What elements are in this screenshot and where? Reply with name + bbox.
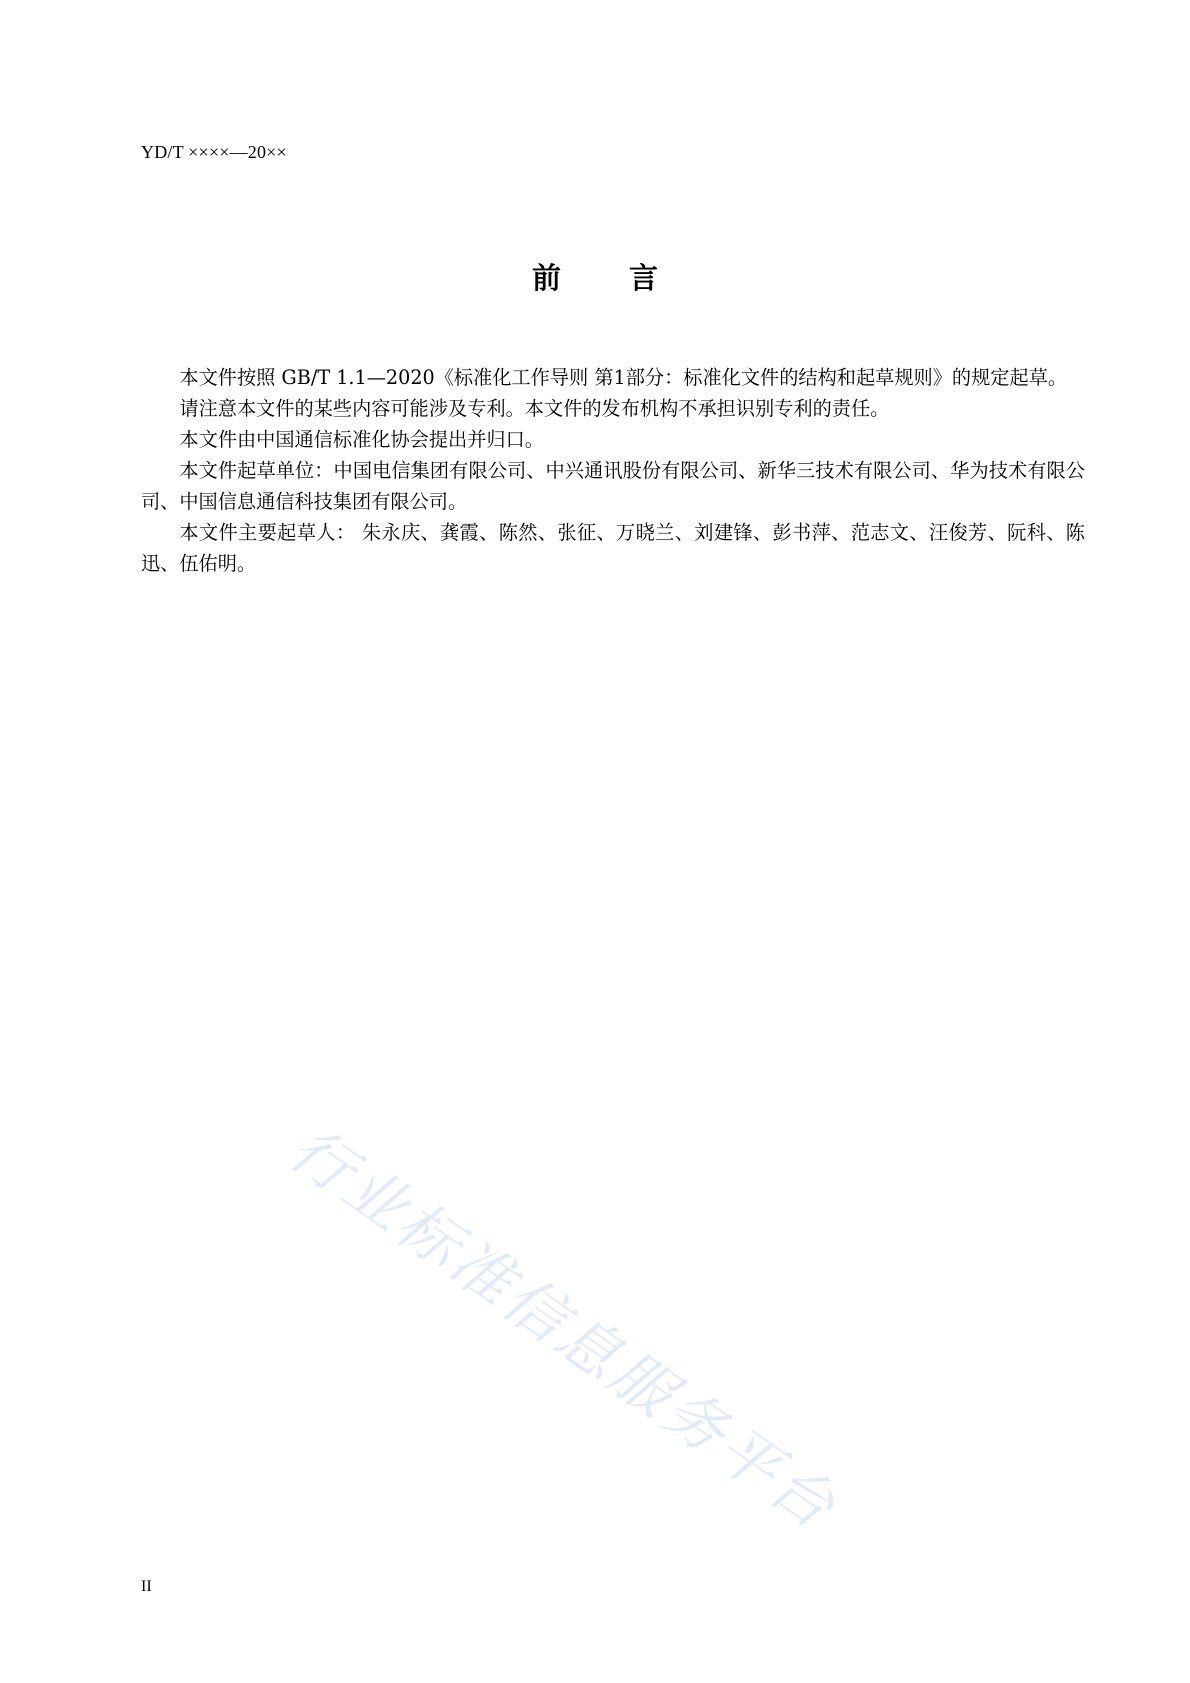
paragraph-drafting-organizations: 本文件起草单位：中国电信集团有限公司、中兴通讯股份有限公司、新华三技术有限公司、华为技术有限公司、中国信息通信科技集团有限公司。 [141,459,1085,513]
page-title-char-2: 言 [629,261,659,295]
document-code: YD/T ××××—20×× [141,142,287,162]
page-title [0,256,1190,297]
watermark: 行业标准信息服务平台 [276,1113,850,1545]
foreword-body [141,362,1085,579]
page-number: II [141,1578,152,1595]
page-title-char-1: 前 [531,261,561,295]
paragraph-proposer: 本文件由中国通信标准化协会提出并归口。 [179,428,544,451]
paragraph-drafting-rules: 本文件按照 GB/T 1.1—2020《标准化工作导则 第1部分：标准化文件的结构和起草规则》的规定起草。 [179,366,1068,389]
paragraph-patent-notice: 请注意本文件的某些内容可能涉及专利。本文件的发布机构不承担识别专利的责任。 [179,397,890,420]
paragraph-drafters: 本文件主要起草人： 朱永庆、龚霞、陈然、张征、万晓兰、刘建锋、彭书萍、范志文、汪俊芳、阮科、陈迅、伍佑明。 [141,521,1085,575]
